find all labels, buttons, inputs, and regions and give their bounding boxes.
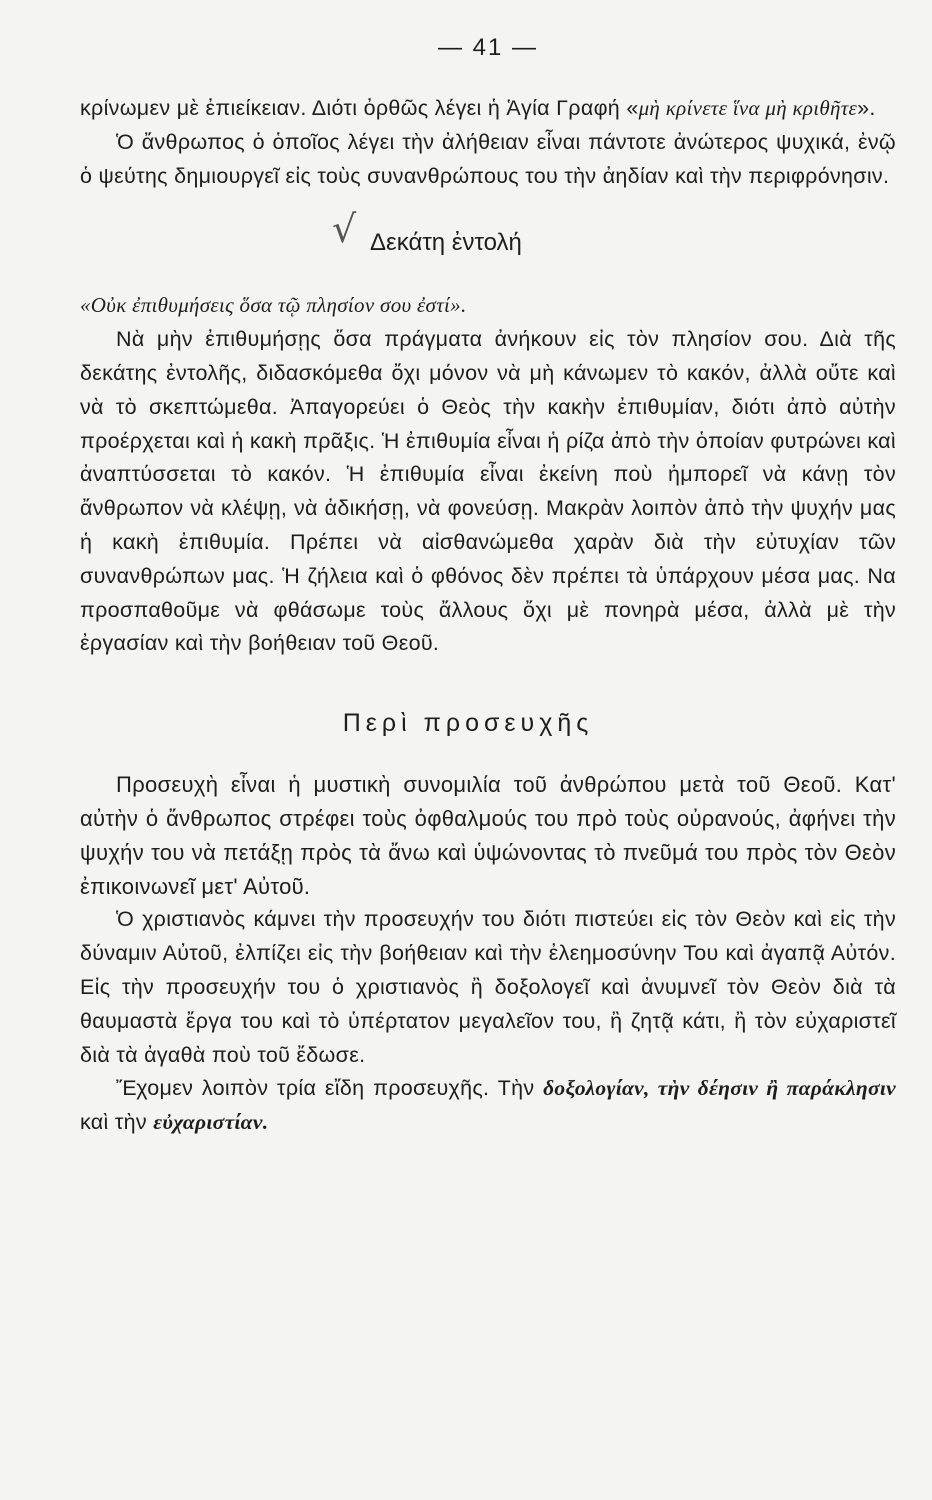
prayer-types-intro: Ἔχομεν λοιπὸν τρία εἴδη προσευχῆς. Τὴν: [116, 1076, 544, 1101]
commandment-quote: [80, 289, 896, 323]
section-heading-tenth-commandment: [80, 207, 896, 257]
quote-close: ».: [857, 96, 876, 120]
section-title: Δεκάτη ἐντολή: [370, 229, 522, 257]
paragraph-continued: [80, 92, 896, 126]
book-page: [80, 30, 896, 1470]
page-number: — 41 —: [437, 34, 539, 61]
prayer-types-and: καὶ τὴν: [80, 1110, 154, 1135]
paragraph-continued-text: κρίνωμεν μὲ ἐπιείκειαν. Διότι ὀρθῶς λέγει ἡ Ἁγία Γραφή «: [80, 96, 639, 120]
paragraph-prayer-reason: Ὁ χριστιανὸς κάμνει τὴν προσευχήν του διότι πιστεύει εἰς τὸν Θεὸν καὶ εἰς τὴν δύναμιν Αὐτοῦ, ἐλπίζει εἰς τὴν βοήθειαν καὶ τὴν ἐλεημοσύνην Του καὶ ἀγαπᾷ Αὐτόν. Εἰς τὴν προσευχήν του ὁ χριστιανὸς ἢ δοξολογεῖ καὶ ἀνυμνεῖ τὸν Θεὸν διὰ τὰ θαυμαστὰ ἔργα του καὶ τὸ ὑπέρτατον μεγαλεῖον του, ἢ ζητᾷ κάτι, ἢ τὸν εὐχαριστεῖ διὰ τὰ ἀγαθὰ ποὺ τοῦ ἔδωσε.: [80, 907, 896, 1067]
paragraph-prayer-types: [80, 1072, 896, 1140]
commandment-quote-text: «Οὐκ ἐπιθυμήσεις ὅσα τῷ πλησίον σου ἐστί».: [80, 293, 467, 318]
paragraph-prayer-definition: Προσευχὴ εἶναι ἡ μυστικὴ συνομιλία τοῦ ἀνθρώπου μετὰ τοῦ Θεοῦ. Κατ' αὐτὴν ὁ ἄνθρωπος στρέφει τοὺς ὀφθαλμούς του πρὸ τοὺς οὐρανούς, ἀφήνει τὴν ψυχήν του νὰ πετάξῃ πρὸς τὰ ἄνω καὶ ὑψώνοντας τὸ πνεῦμά του πρὸς τὸν Θεὸν ἐπικοινωνεῖ μετ' Αὐτοῦ.: [80, 772, 896, 899]
section-heading-prayer: Περὶ προσευχῆς: [342, 709, 594, 738]
prayer-type-thanksgiving: εὐχαριστίαν.: [153, 1110, 269, 1135]
paragraph-truth: Ὁ ἄνθρωπος ὁ ὁποῖος λέγει τὴν ἀλήθειαν εἶναι πάντοτε ἀνώτερος ψυχικά, ἐνῷ ὁ ψεύτης δημιουργεῖ εἰς τοὺς συνανθρώπους του τὴν ἀηδίαν καὶ τὴν περιφρόνησιν.: [80, 129, 896, 188]
prayer-type-doxology: δοξολογίαν, τὴν δέησιν ἢ παράκλησιν: [543, 1076, 897, 1101]
scripture-quote: μὴ κρίνετε ἵνα μὴ κριθῆτε: [638, 96, 858, 120]
check-mark-icon: √: [332, 207, 357, 252]
paragraph-tenth-commandment: Νὰ μὴν ἐπιθυμήσῃς ὅσα πράγματα ἀνήκουν εἰς τὸν πλησίον σου. Διὰ τῆς δεκάτης ἐντολῆς, διδασκόμεθα ὄχι μόνον νὰ μὴ κάνωμεν τὸ κακόν, ἀλλὰ οὔτε καὶ νὰ τὸ σκεπτώμεθα. Ἀπαγορεύει ὁ Θεὸς τὴν κακὴν ἐπιθυμίαν, διότι ἀπὸ αὐτὴν προέρχεται καὶ ἡ κακὴ πρᾶξις. Ἡ ἐπιθυμία εἶναι ἡ ρίζα ἀπὸ τὴν ὁποίαν φυτρώνει καὶ ἀναπτύσσεται τὸ κακόν. Ἡ ἐπιθυμία εἶναι ἐκείνη ποὺ ἠμπορεῖ νὰ κάνῃ τὸν ἄνθρωπον νὰ κλέψῃ, νὰ ἀδικήσῃ, νὰ φονεύσῃ. Μακρὰν λοιπὸν ἀπὸ τὴν ψυχήν μας ἡ κακὴ ἐπιθυμία. Πρέπει νὰ αἰσθανώμεθα χαρὰν διὰ τὴν εὐτυχίαν τῶν συνανθρώπων μας. Ἡ ζήλεια καὶ ὁ φθόνος δὲν πρέπει τὰ ὑπάρχουν μέσα μας. Να προσπαθοῦμε νὰ φθάσωμε τοὺς ἄλλους ὄχι μὲ πονηρὰ μέσα, ἀλλὰ μὲ τὴν ἐργασίαν καὶ τὴν βοήθειαν τοῦ Θεοῦ.: [80, 327, 896, 656]
